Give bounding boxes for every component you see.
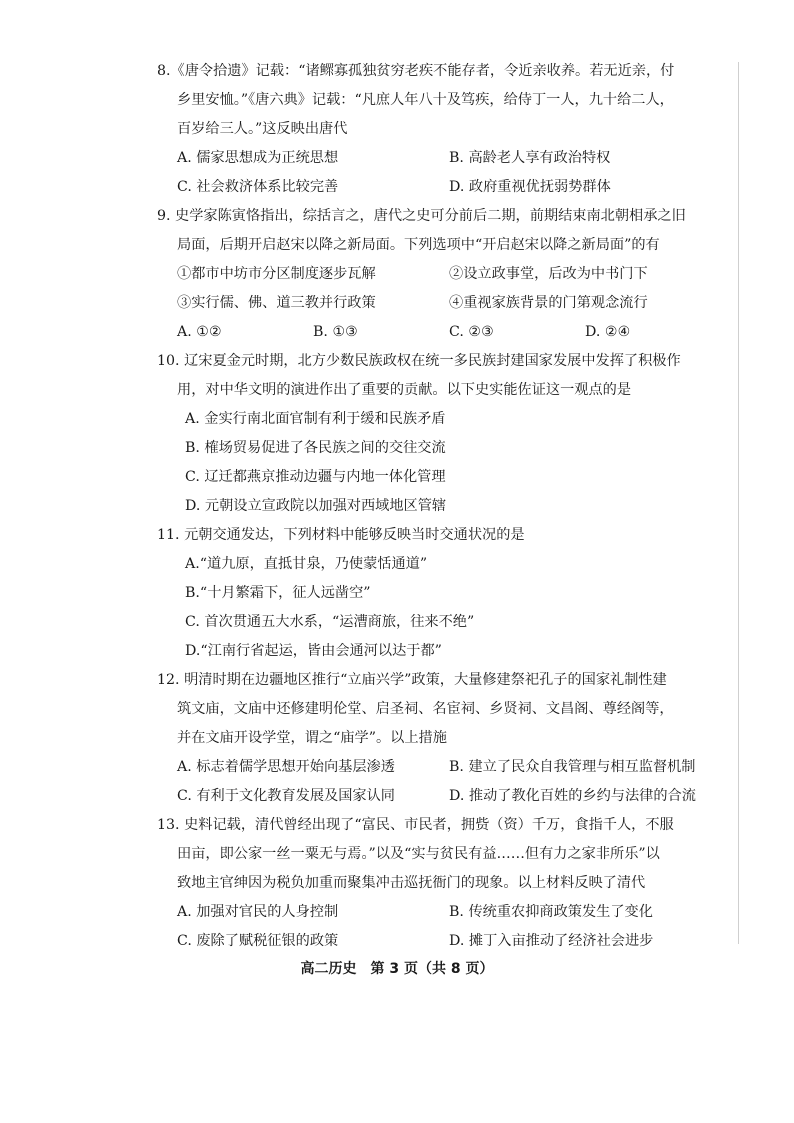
question-8 [157, 57, 729, 202]
question-number: 13. [157, 817, 180, 833]
option-a[interactable]: A. 金实行南北面官制有利于缓和民族矛盾 [185, 411, 446, 427]
question-10 [157, 347, 729, 521]
option-b[interactable]: B. ①③ [313, 324, 358, 340]
option-a[interactable]: A.“道九原，直抵甘泉，乃使蒙恬通道” [185, 556, 428, 572]
question-number: 11. [157, 527, 180, 543]
option-c[interactable]: C. ②③ [449, 324, 494, 340]
option-d[interactable]: D.“江南行省起运，皆由会通河以达于都” [185, 643, 442, 659]
option-d[interactable]: D. ②④ [585, 324, 631, 340]
question-text-line: 田亩，即公家一丝一粟无与焉。”以及“实与贫民有益……但有力之家非所乐”以 [177, 846, 660, 862]
question-11 [157, 521, 729, 666]
option-b[interactable]: B.“十月繁霜下，征人远凿空” [185, 585, 371, 601]
option-c[interactable]: C. 有利于文化教育发展及国家认同 [177, 788, 395, 804]
option-d[interactable]: D. 政府重视优抚弱势群体 [449, 179, 611, 195]
question-13 [157, 811, 729, 956]
item-1: ①都市中坊市分区制度逐步瓦解 [177, 266, 376, 282]
page-footer: 高二历史 第 3 页（共 8 页） [300, 961, 494, 977]
option-c[interactable]: C. 社会救济体系比较完善 [177, 179, 339, 195]
option-a[interactable]: A. 加强对官民的人身控制 [177, 904, 339, 920]
question-text-line: 筑文庙，文庙中还修建明伦堂、启圣祠、名宦祠、乡贤祠、文昌阁、尊经阁等， [177, 701, 674, 717]
option-b[interactable]: B. 建立了民众自我管理与相互监督机制 [449, 759, 696, 775]
question-text-line: 9. 史学家陈寅恪指出，综括言之，唐代之史可分前后二期，前期结束南北朝相承之旧 [157, 208, 686, 224]
question-text-line: 致地主官绅因为税负加重而聚集冲击巡抚衙门的现象。以上材料反映了清代 [177, 875, 646, 891]
options-row [157, 898, 729, 927]
options-row [157, 782, 729, 811]
option-c[interactable]: C. 首次贯通五大水系，“运漕商旅，往来不绝” [185, 614, 475, 630]
question-text-line: 明清时期在边疆地区推行“立庙兴学”政策，大量修建祭祀孔子的国家礼制性建 [184, 672, 667, 688]
option-d[interactable]: D. 摊丁入亩推动了经济社会进步 [449, 933, 654, 949]
margin-rule [738, 62, 739, 944]
question-number: 10. [157, 353, 180, 369]
option-a[interactable]: A. 儒家思想成为正统思想 [177, 150, 339, 166]
question-text-line: 乡里安恤。”《唐六典》记载：“凡庶人年八十及笃疾，给侍丁一人，九十给二人， [177, 92, 674, 108]
options-row [157, 144, 729, 173]
item-2: ②设立政事堂，后改为中书门下 [449, 266, 648, 282]
option-a[interactable]: A. ①② [177, 324, 222, 340]
option-c[interactable]: C. 辽迁都燕京推动边疆与内地一体化管理 [185, 469, 446, 485]
option-d[interactable]: D. 推动了教化百姓的乡约与法律的合流 [449, 788, 696, 804]
item-4: ④重视家族背景的门第观念流行 [449, 295, 648, 311]
question-text-line: 元朝交通发达，下列材料中能够反映当时交通状况的是 [184, 527, 525, 543]
options-row [157, 318, 729, 347]
question-12 [157, 666, 729, 811]
option-b[interactable]: B. 传统重农抑商政策发生了变化 [449, 904, 653, 920]
items-row [157, 260, 729, 289]
question-text-line: 并在文庙开设学堂，谓之“庙学”。以上措施 [177, 730, 447, 746]
question-number: 12. [157, 672, 180, 688]
item-3: ③实行儒、佛、道三教并行政策 [177, 295, 376, 311]
options-row [157, 927, 729, 956]
option-a[interactable]: A. 标志着儒学思想开始向基层渗透 [177, 759, 395, 775]
question-text-line: 局面，后期开启赵宋以降之新局面。下列选项中“开启赵宋以降之新局面”的有 [177, 237, 660, 253]
question-text-line: 8.《唐令拾遗》记载：“诸鳏寡孤独贫穷老疾不能存者，令近亲收养。若无近亲，付 [157, 63, 675, 79]
option-d[interactable]: D. 元朝设立宣政院以加强对西域地区管辖 [185, 498, 447, 514]
question-text-line: 史料记载，清代曾经出现了“富民、市民者，拥赀（资）千万，食指千人，不服 [184, 817, 674, 833]
options-row [157, 173, 729, 202]
option-b[interactable]: B. 榷场贸易促进了各民族之间的交往交流 [185, 440, 446, 456]
question-text-line: 用，对中华文明的演进作出了重要的贡献。以下史实能佐证这一观点的是 [177, 382, 632, 398]
items-row [157, 289, 729, 318]
options-row [157, 753, 729, 782]
question-text-line: 百岁给三人。”这反映出唐代 [177, 121, 348, 137]
option-c[interactable]: C. 废除了赋税征银的政策 [177, 933, 339, 949]
question-text-line: 辽宋夏金元时期，北方少数民族政权在统一多民族封建国家发展中发挥了积极作 [184, 353, 681, 369]
option-b[interactable]: B. 高龄老人享有政治特权 [449, 150, 611, 166]
question-9 [157, 202, 729, 347]
